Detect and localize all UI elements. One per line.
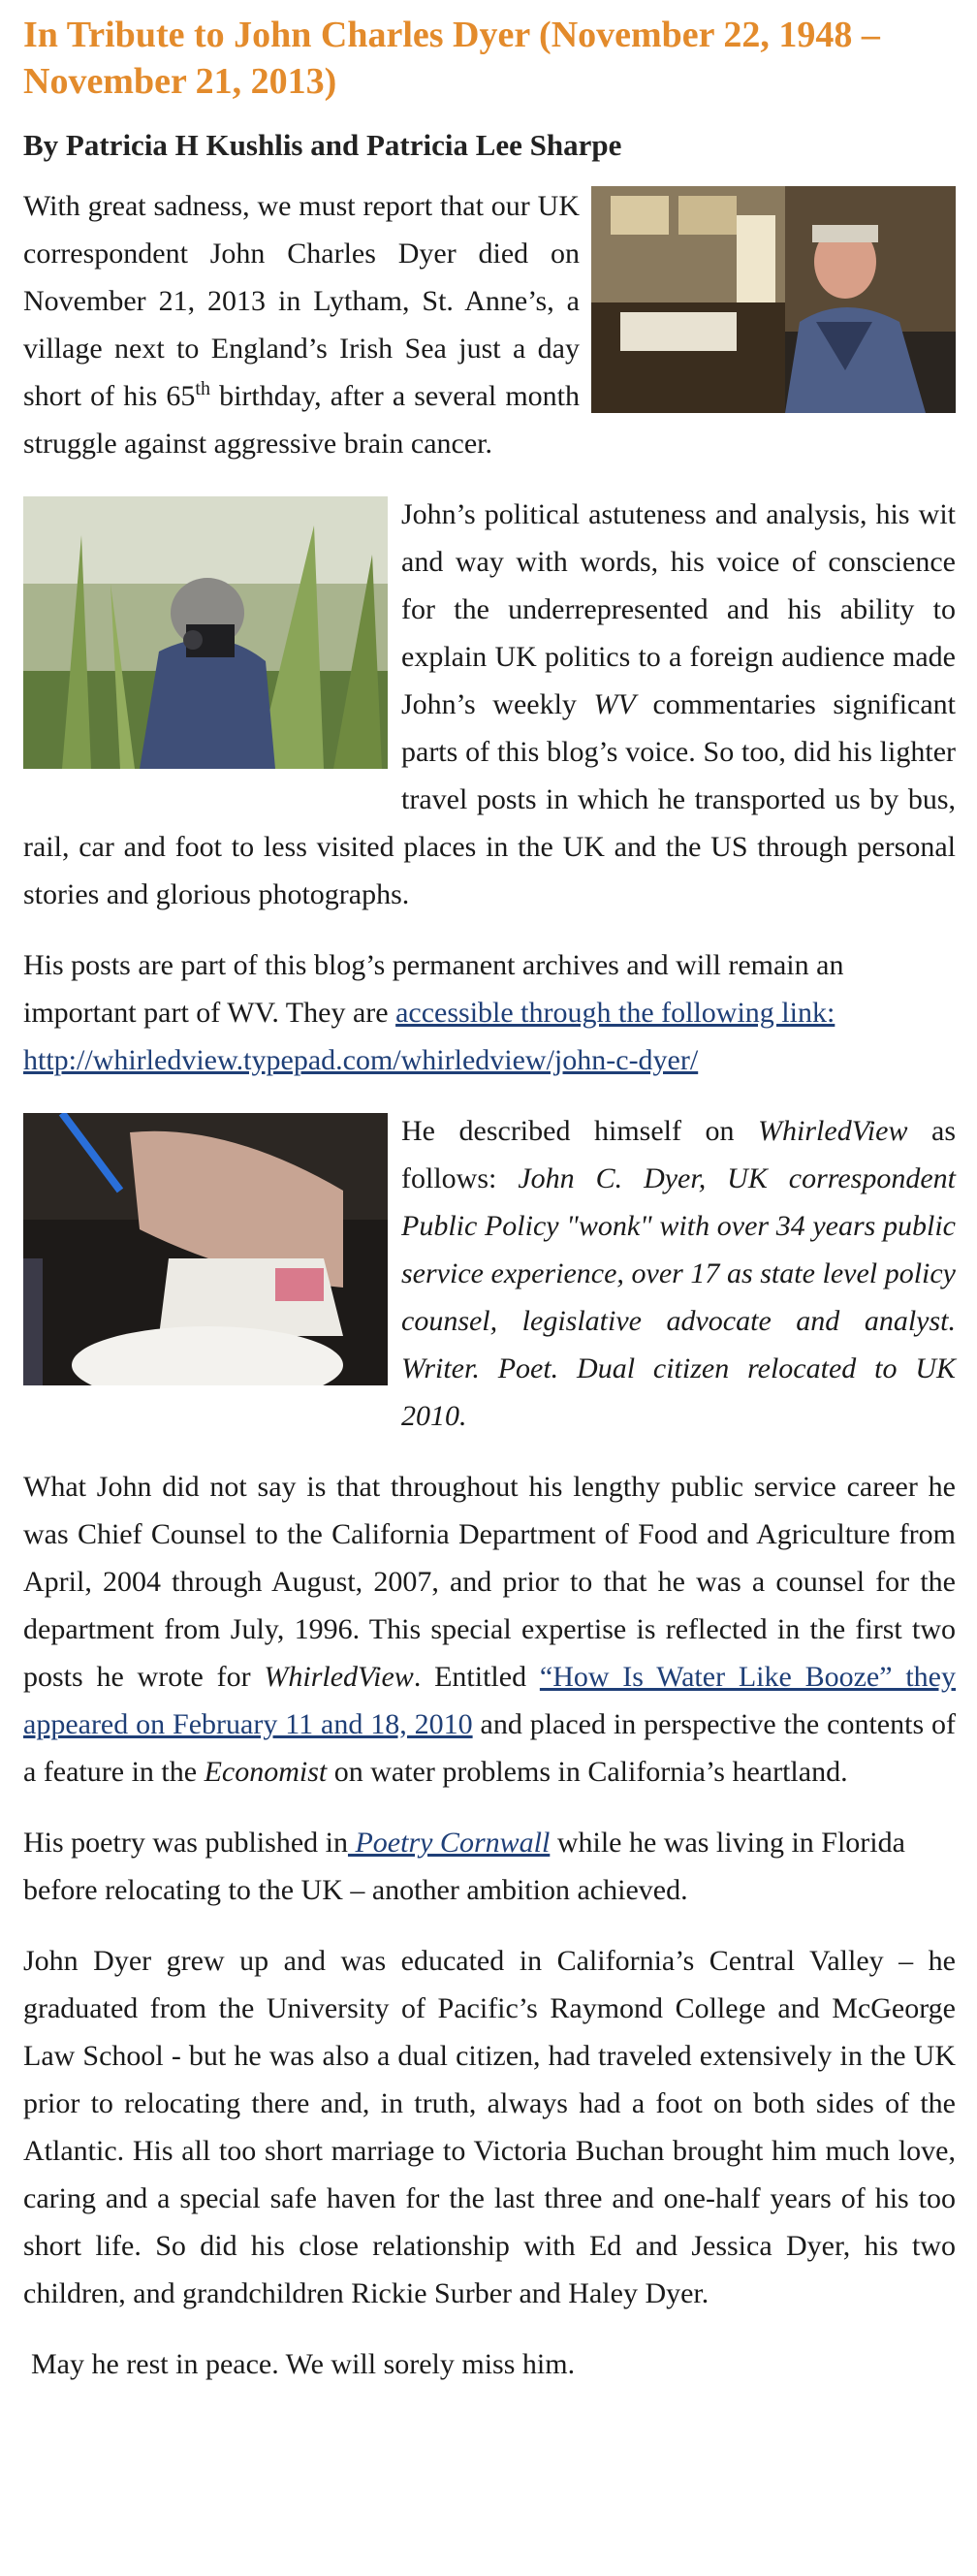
post-byline: By Patricia H Kushlis and Patricia Lee Sharpe bbox=[23, 128, 622, 162]
post-title[interactable]: In Tribute to John Charles Dyer (November 22, 1948 – November 21, 2013) bbox=[23, 15, 880, 102]
photo-hand-writing-signing bbox=[23, 1113, 388, 1385]
paragraph-career: What John did not say is that throughout his lengthy public service career he was Chief Counsel to the California Department of Food and Agriculture from April, 2004 through August, 2007, and prior to that he was a counsel for the department from July, 1996. This special expertise is reflected in the first two posts he wrote for WhirledView. Entitled “How Is Water Like Booze” they appeared on February 11 and 18, 2010 and placed in perspective the contents of a feature in the Economist on water problems in California’s heartland. bbox=[23, 1471, 956, 1788]
paragraph-family: John Dyer grew up and was educated in California’s Central Valley – he graduated from the University of Pacific’s Raymond College and McGeorge Law School - but he was also a dual citizen, had traveled extensively in the UK prior to relocating there and, in truth, always had a foot on both sides of the Atlantic. His all too short marriage to Victoria Buchan brought him much love, caring and a special safe haven for the last three and one-half years of his too short life. So did his close relationship with Ed and Jessica Dyer, his two children, and grandchildren Rickie Surber and Haley Dyer. bbox=[23, 1945, 956, 2309]
paragraph-commentary: John’s political astuteness and analysis, his wit and way with words, his voice of conscience for the underrepresented and his ability to explain UK politics to a foreign audience made John’s weekly WV commentaries significant parts of this blog’s voice. So too, did his lighter travel posts in which he transported us by bus, rail, car and foot to less visited places in the UK and the US through personal stories and glorious photographs. bbox=[23, 498, 956, 910]
archive-link[interactable]: accessible through the following link: http://whirledview.typepad.com/whirledview/john-c-dyer/ bbox=[23, 997, 835, 1076]
paragraph-closing: May he rest in peace. We will sorely miss him. bbox=[31, 2348, 576, 2380]
photo-john-smiling-restaurant bbox=[591, 186, 956, 413]
paragraph-intro: With great sadness, we must report that our UK correspondent John Charles Dyer died on November 21, 2013 in Lytham, St. Anne’s, a village next to England’s Irish Sea just a day short of his 65th birthday, after a several month struggle against aggressive brain cancer. bbox=[23, 190, 581, 460]
photo-john-photographing-grass bbox=[23, 496, 388, 769]
poetry-cornwall-link[interactable]: Poetry Cornwall bbox=[347, 1827, 551, 1859]
paragraph-archives: His posts are part of this blog’s permanent archives and will remain an important part of WV. They are accessible through the following link: http://whirledview.typepad.com/whirledview/john-c-dyer/ bbox=[23, 949, 844, 1076]
paragraph-poetry: His poetry was published in Poetry Cornwall while he was living in Florida before relocating to the UK – another ambition achieved. bbox=[23, 1827, 905, 1906]
paragraph-self-description: He described himself on WhirledView as follows: John C. Dyer, UK correspondent Public Policy "wonk" with over 34 years public service experience, over 17 as state level policy counsel, legislative advocate and analyst. Writer. Poet. Dual citizen relocated to UK 2010. bbox=[401, 1115, 957, 1432]
water-booze-link[interactable]: “How Is Water Like Booze” they appeared on February 11 and 18, 2010 bbox=[23, 1661, 956, 1740]
